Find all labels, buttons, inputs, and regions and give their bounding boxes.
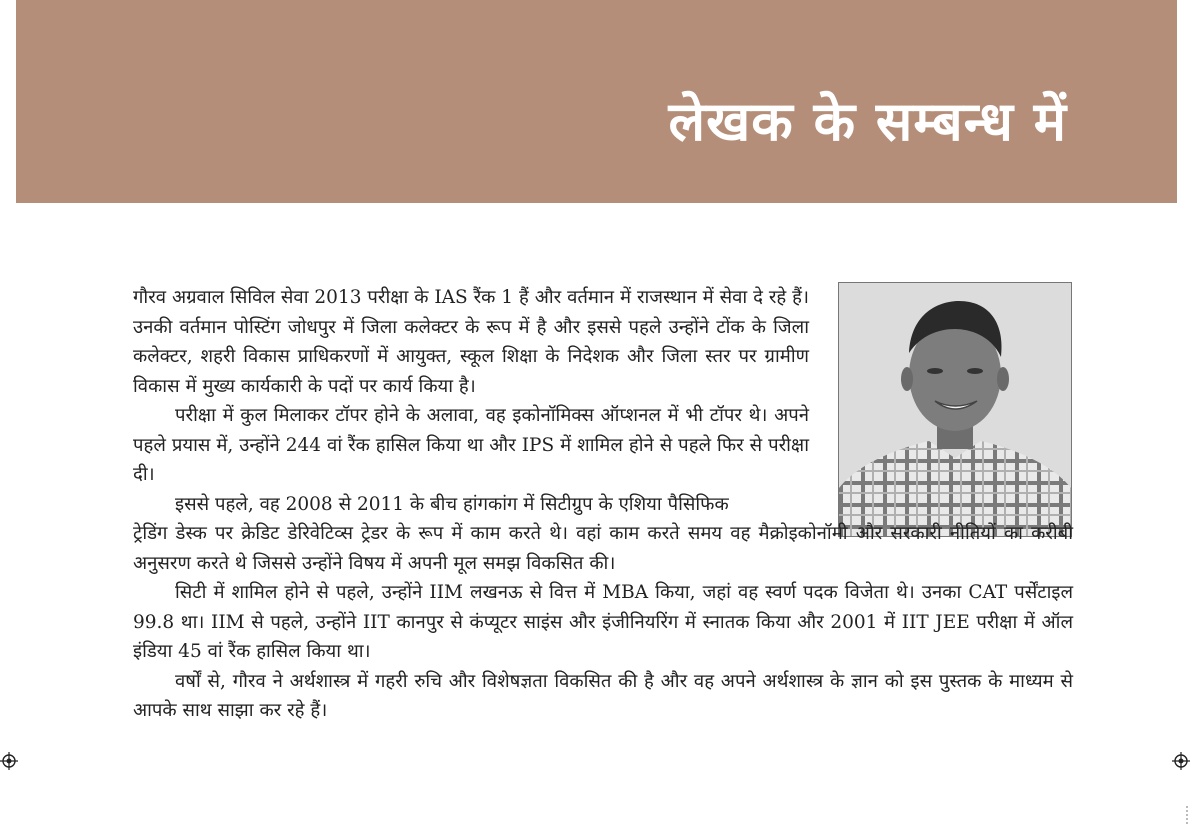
bio-paragraph-2: परीक्षा में कुल मिलाकर टॉपर होने के अलावा, वह इकोनॉमिक्स ऑप्शनल में भी टॉपर थे। अपने पहले प्रयास में, उन्होंने 244 वां रैंक हासिल किया था और IPS में शामिल होने से पहले फिर से परीक्षा दी।	[133, 405, 809, 485]
author-bio	[133, 283, 1073, 726]
trim-guide	[1186, 806, 1192, 824]
bio-paragraph-3: इससे पहले, वह 2008 से 2011 के बीच हांगकांग में सिटीग्रुप के एशिया पैसिफिक	[175, 493, 729, 515]
bio-paragraph-1: गौरव अग्रवाल सिविल सेवा 2013 परीक्षा के IAS रैंक 1 हैं और वर्तमान में राजस्थान में सेवा दे रहे हैं। उनकी वर्तमान पोस्टिंग जोधपुर में जिला कलेक्टर के रूप में है और इससे पहले उन्होंने टोंक के जिला कलेक्टर, शहरी विकास प्राधिकरणों में आयुक्त, स्कूल शिक्षा के निदेशक और जिला स्तर पर ग्रामीण विकास में मुख्य कार्यकारी के पदों पर कार्य किया है।	[133, 287, 809, 397]
bio-paragraph-5: वर्षों से, गौरव ने अर्थशास्त्र में गहरी रुचि और विशेषज्ञता विकसित की है और वह अपने अर्थशास्त्र के ज्ञान को इस पुस्तक के माध्यम से आपके साथ साझा कर रहे हैं।	[133, 670, 1073, 721]
bio-paragraph-3-continued: ट्रेडिंग डेस्क पर क्रेडिट डेरिवेटिव्स ट्रेडर के रूप में काम करते थे। वहां काम करते समय वह मैक्रोइकोनॉमी और सरकारी नीतियों का करीबी अनुसरण करते थे जिससे उन्होंने विषय में अपनी मूल समझ विकसित की।	[133, 523, 1073, 574]
registration-mark-icon	[0, 752, 18, 770]
page-title: लेखक के सम्बन्ध में	[668, 90, 1067, 153]
header-band	[16, 0, 1177, 203]
registration-mark-icon	[1172, 752, 1190, 770]
bio-paragraph-4: सिटी में शामिल होने से पहले, उन्होंने IIM लखनऊ से वित्त में MBA किया, जहां वह स्वर्ण पदक विजेता थे। उनका CAT पर्सेंटाइल 99.8 था। IIM से पहले, उन्होंने IIT कानपुर से कंप्यूटर साइंस और इंजीनियरिंग में स्नातक किया और 2001 में IIT JEE परीक्षा में ऑल इंडिया 45 वां रैंक हासिल किया था।	[133, 582, 1073, 662]
